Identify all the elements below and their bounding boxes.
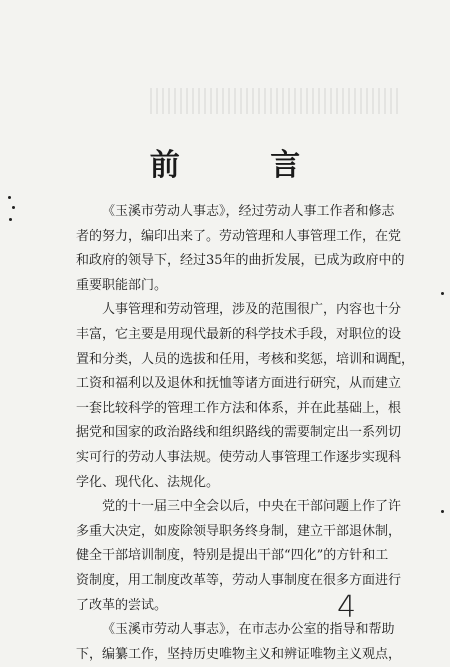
text-line: 工资和福利以及退休和抚恤等诸方面进行研究，从而建立	[76, 376, 402, 392]
paragraph-3	[76, 495, 428, 618]
text-line: 重要职能部门。	[76, 277, 168, 293]
paragraph-4	[76, 618, 428, 667]
text-line: 《玉溪市劳动人事志》，在市志办公室的指导和帮助	[102, 622, 395, 638]
text-line: 了改革的尝试。	[76, 597, 168, 613]
text-line: 实可行的劳动人事法规。使劳动人事管理工作逐步实现科	[76, 449, 402, 465]
text-line: 置和分类，人员的选拔和任用，考核和奖惩，培训和调配，	[76, 351, 415, 367]
scan-speck	[441, 292, 444, 295]
preface-body	[76, 200, 428, 667]
scan-speck	[12, 206, 15, 209]
text-line: 人事管理和劳动管理，涉及的范围很广，内容也十分	[102, 302, 402, 318]
paragraph-2	[76, 298, 428, 495]
page-title: 前 言	[149, 148, 341, 183]
text-line: 和政府的领导下，经过35年的曲折发展，已成为政府中的	[76, 253, 405, 269]
text-line: 健全干部培训制度，特别是提出干部“四化”的方针和工	[76, 548, 389, 564]
text-line: 据党和国家的政治路线和组织路线的需要制定出一系列切	[76, 425, 402, 441]
text-line: 一套比较科学的管理工作方法和体系，并在此基础上，根	[76, 400, 402, 416]
text-line: 多重大决定，如废除领导职务终身制，建立干部退休制，	[76, 523, 402, 539]
text-line: 党的十一届三中全会以后，中央在干部问题上作了许	[102, 499, 402, 515]
text-line: 者的努力，编印出来了。劳动管理和人事管理工作，在党	[76, 228, 402, 244]
text-line: 下，编纂工作，坚持历史唯物主义和辨证唯物主义观点，	[76, 646, 402, 662]
text-line: 丰富，它主要是用现代最新的科学技术手段，对职位的设	[76, 326, 402, 342]
faint-header-marks	[150, 88, 400, 114]
paragraph-1	[76, 200, 428, 298]
text-line: 《玉溪市劳动人事志》，经过劳动人事工作者和修志	[102, 204, 395, 219]
scan-speck	[441, 510, 444, 513]
scan-speck	[8, 196, 11, 199]
text-line: 资制度，用工制度改革等，劳动人事制度在很多方面进行	[76, 572, 402, 588]
scan-speck	[9, 218, 12, 221]
text-line: 学化、现代化、法规化。	[76, 474, 220, 490]
handwritten-page-number: 4	[337, 590, 357, 625]
